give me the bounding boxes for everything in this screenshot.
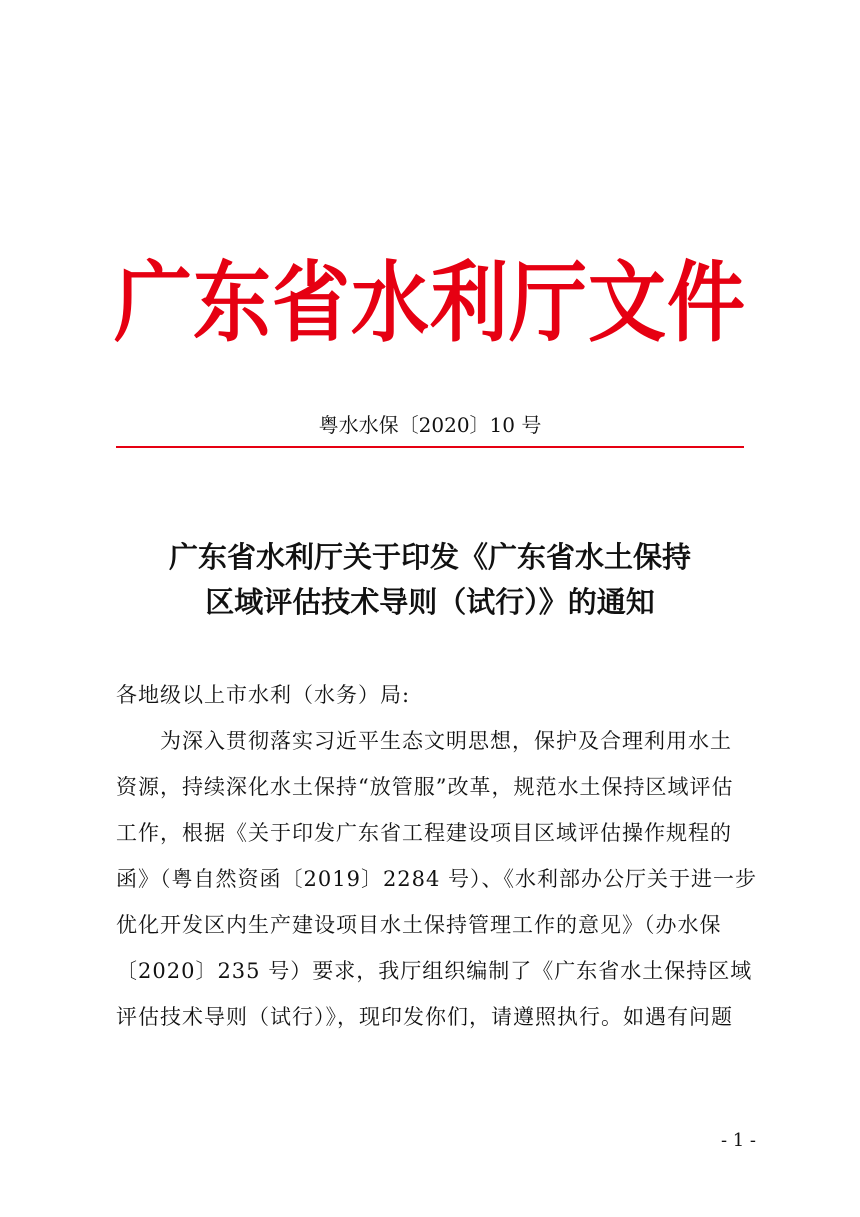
document-title-line-1: 广东省水利厅关于印发《广东省水土保持	[168, 540, 691, 574]
paragraph-line: 〔2020〕235 号）要求，我厅组织编制了《广东省水土保持区域	[116, 959, 753, 983]
paragraph-line: 资源，持续深化水土保持“放管服”改革，规范水土保持区域评估	[116, 775, 734, 799]
paragraph-line: 函》（粤自然资函〔2019〕2284 号）、《水利部办公厅关于进一步	[116, 867, 758, 891]
paragraph-line: 优化开发区内生产建设项目水土保持管理工作的意见》（办水保	[116, 913, 722, 937]
document-number: 粤水水保〔2020〕10 号	[318, 413, 542, 437]
paragraph-line: 工作，根据《关于印发广东省工程建设项目区域评估操作规程的	[116, 821, 732, 845]
document-title-line-2: 区域评估技术导则（试行）》的通知	[205, 585, 655, 619]
document-masthead: 广东省水利厅文件	[113, 253, 746, 355]
paragraph-line: 评估技术导则（试行）》，现印发你们，请遵照执行。如遇有问题	[116, 1005, 733, 1029]
document-body	[116, 672, 756, 1040]
document-title	[0, 535, 860, 625]
page-number: - 1 -	[720, 1130, 756, 1151]
paragraph-line: 为深入贯彻落实习近平生态文明思想，保护及合理利用水土	[160, 729, 732, 753]
salutation: 各地级以上市水利（水务）局:	[116, 683, 411, 707]
red-divider-line	[116, 446, 744, 448]
